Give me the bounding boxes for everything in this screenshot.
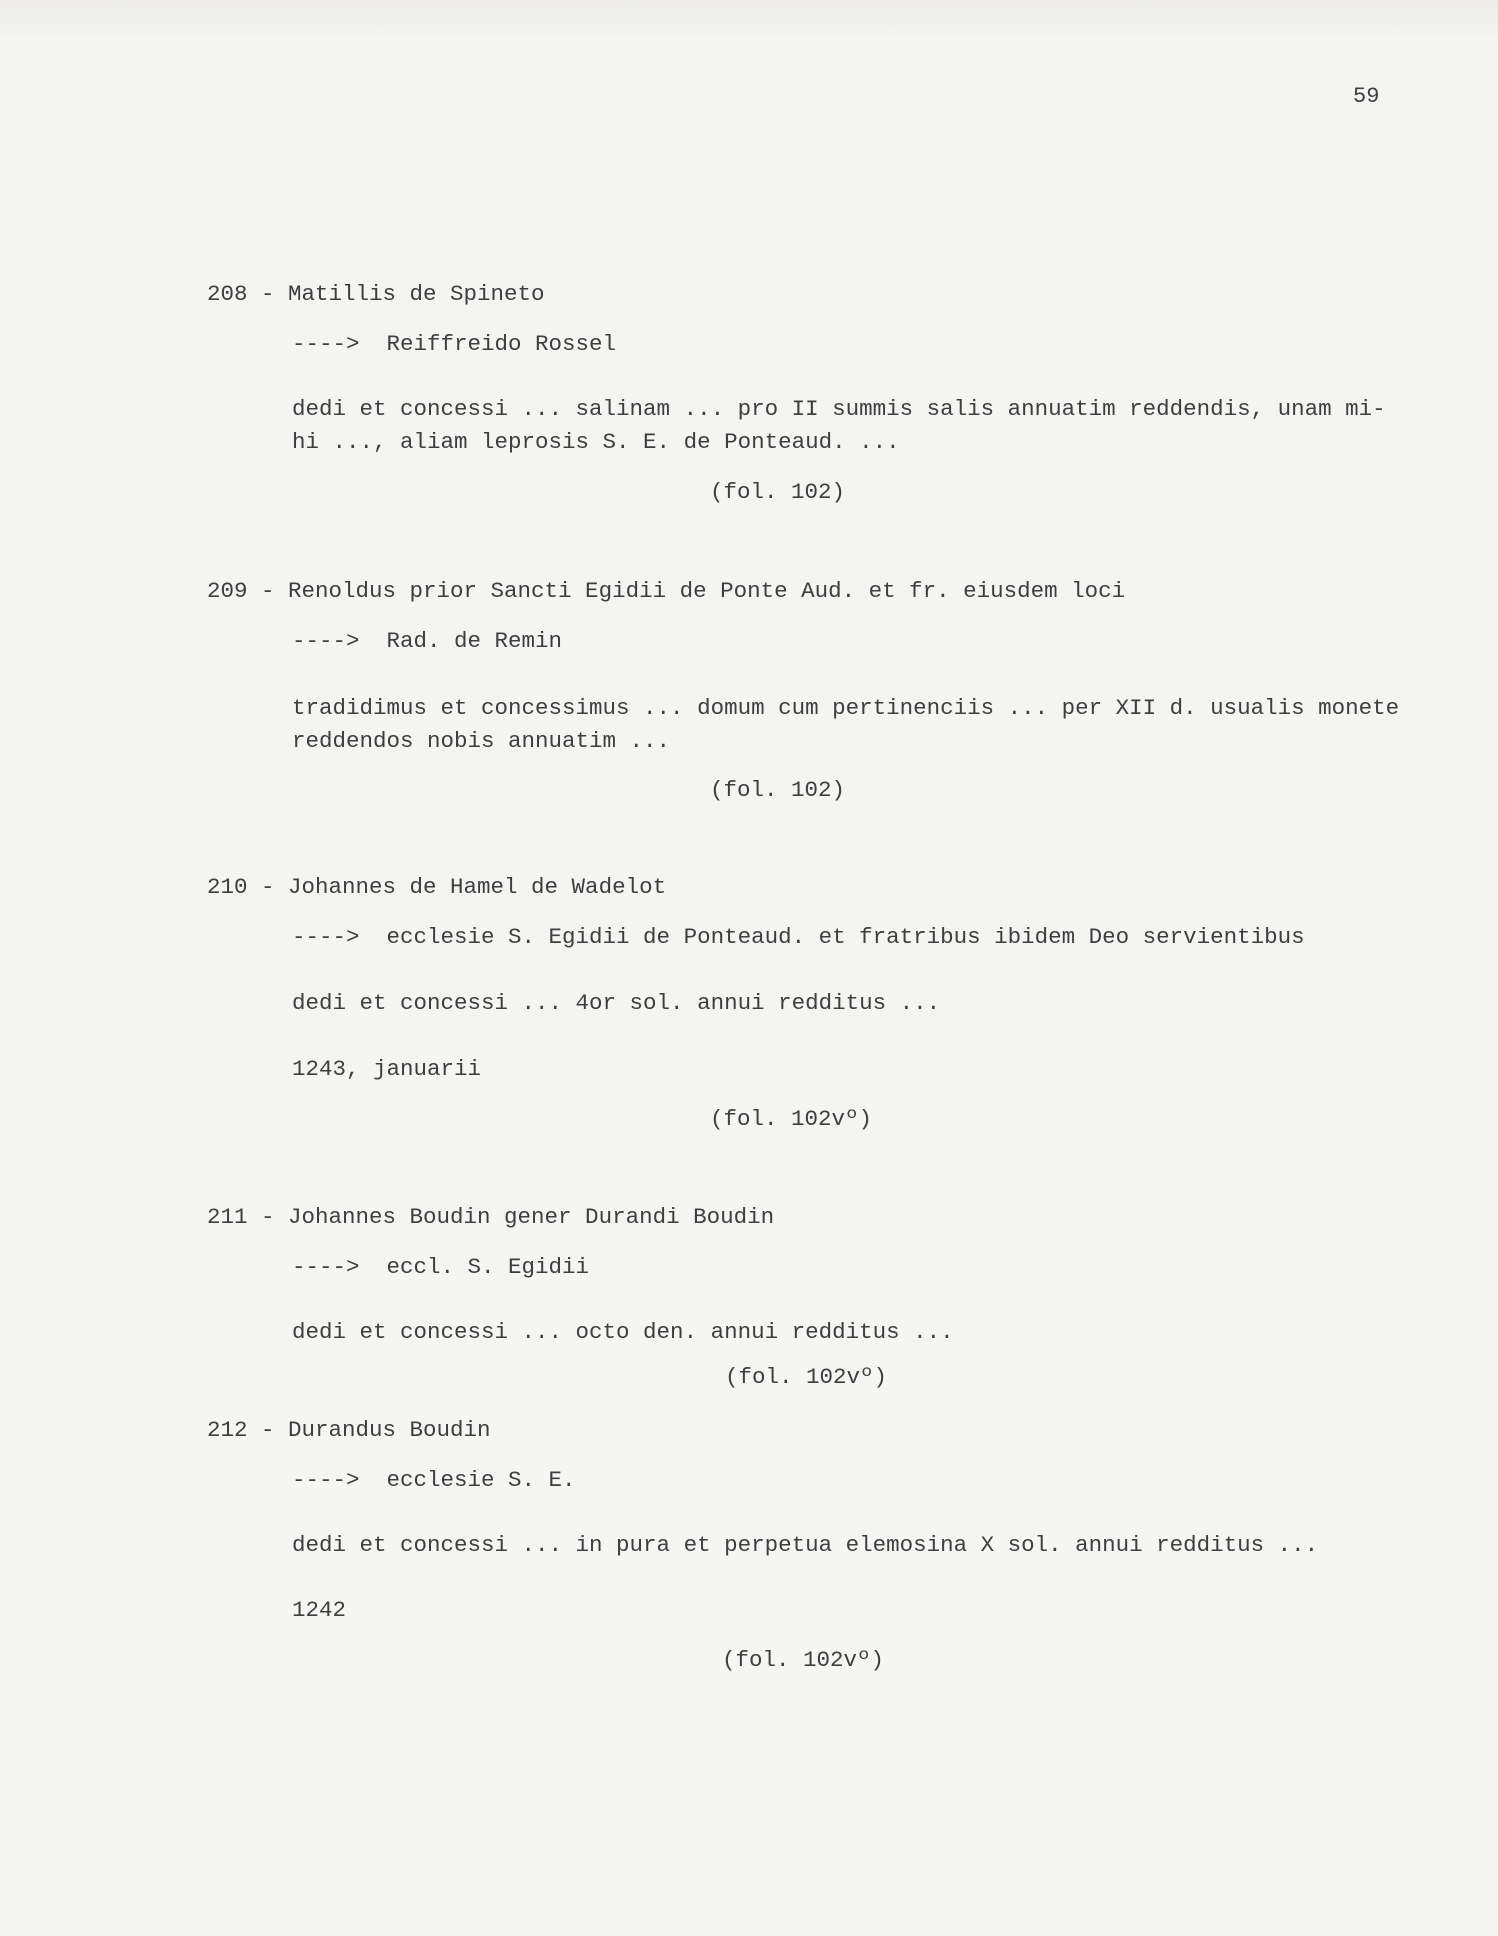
entry-208-heading: 208 - Matillis de Spineto <box>207 281 545 307</box>
entry-208-recipient: ----> Reiffreido Rossel <box>292 331 617 357</box>
entry-212-recipient: ----> ecclesie S. E. <box>292 1467 576 1493</box>
entry-209-folio: (fol. 102) <box>710 777 846 803</box>
entry-211-recipient: ----> eccl. S. Egidii <box>292 1254 590 1280</box>
entry-211-text-line-1: dedi et concessi ... octo den. annui redditus ... <box>292 1319 954 1345</box>
entry-212-heading: 212 - Durandus Boudin <box>207 1417 491 1443</box>
entry-209-heading: 209 - Renoldus prior Sancti Egidii de Ponte Aud. et fr. eiusdem loci <box>207 578 1126 604</box>
entry-212-date: 1242 <box>292 1597 347 1623</box>
entry-210-date: 1243, januarii <box>292 1056 482 1082</box>
entry-209-recipient: ----> Rad. de Remin <box>292 628 563 654</box>
entry-208-text-line-2: hi ..., aliam leprosis S. E. de Ponteaud. ... <box>292 429 900 455</box>
entry-209-text-line-1: tradidimus et concessimus ... domum cum pertinenciis ... per XII d. usualis monete <box>292 695 1400 721</box>
entry-212-text-line-1: dedi et concessi ... in pura et perpetua elemosina X sol. annui redditus ... <box>292 1532 1319 1558</box>
entry-210-recipient: ----> ecclesie S. Egidii de Ponteaud. et fratribus ibidem Deo servientibus <box>292 924 1305 950</box>
entry-209-text-line-2: reddendos nobis annuatim ... <box>292 728 671 754</box>
entry-211-folio: (fol. 102vº) <box>725 1364 888 1390</box>
entry-210-heading: 210 - Johannes de Hamel de Wadelot <box>207 874 667 900</box>
entry-208-text-line-1: dedi et concessi ... salinam ... pro II summis salis annuatim reddendis, unam mi- <box>292 396 1386 422</box>
entry-212-folio: (fol. 102vº) <box>722 1647 885 1673</box>
page-number: 59 <box>1353 84 1380 109</box>
entry-211-heading: 211 - Johannes Boudin gener Durandi Boudin <box>207 1204 775 1230</box>
entry-208-folio: (fol. 102) <box>710 479 846 505</box>
entry-210-folio: (fol. 102vº) <box>710 1106 873 1132</box>
entry-210-text-line-1: dedi et concessi ... 4or sol. annui redditus ... <box>292 990 941 1016</box>
